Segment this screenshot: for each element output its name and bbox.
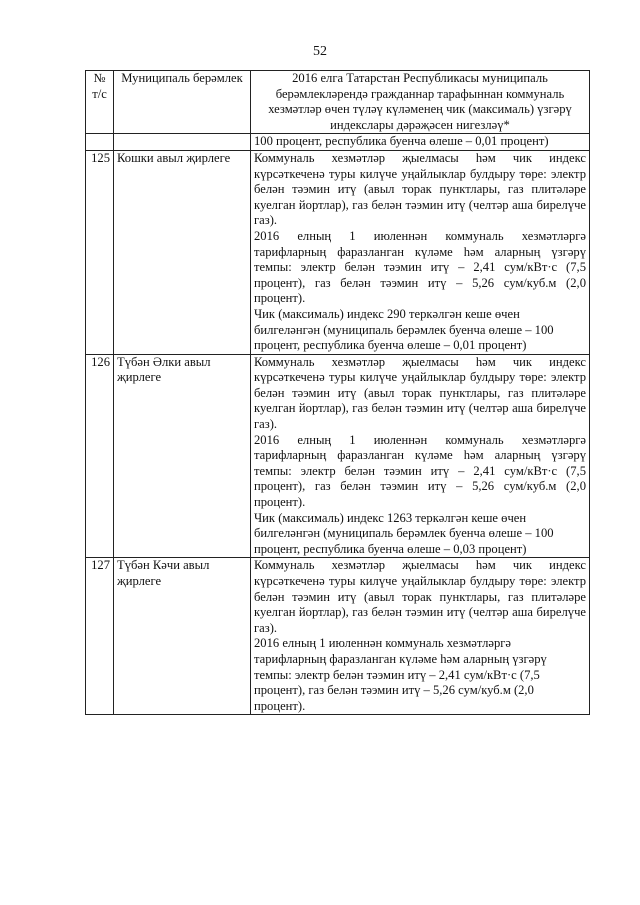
row-paragraph-index: Чик (максималь) индекс 290 теркәлгән кеше өчен билгеләнгән (муниципаль берәмлек буенча өлеше – 100 процент, республика буенча өлеше – 0,01 процент)	[254, 306, 554, 353]
header-number: № т/с	[86, 71, 114, 134]
row-paragraph-tariffs: 2016 елның 1 июленнән коммуналь хезмәтләргә тарифларның фаразланган күләме һәм аларның үзгәрү темпы: электр белән тәэмин итү – 2,41 сум/кВт·с (7,5 процент), газ белән тәэмин итү – 5,26 сум/куб.м (2,0 процент).	[254, 636, 547, 713]
row-municipality: Түбән Әлки авыл җирлеге	[114, 354, 251, 558]
row-number: 127	[86, 558, 114, 715]
row-paragraph-index: Чик (максималь) индекс 1263 теркәлгән кеше өчен билгеләнгән (муниципаль берәмлек буенча өлеше – 100 процент, республика буенча өлеше – 0,03 процент)	[254, 510, 554, 556]
row-description	[251, 558, 590, 715]
table-row-continuation	[86, 134, 590, 151]
row-number: 125	[86, 150, 114, 354]
continuation-text-cell	[251, 134, 590, 151]
table-header-row	[86, 71, 590, 134]
table-row	[86, 150, 590, 354]
row-paragraph-tariffs: 2016 елның 1 июленнән коммуналь хезмәтләргә тарифларның фаразланган күләме һәм аларның үзгәрү темпы: электр белән тәэмин итү – 2,41 сум/кВт·с (7,5 процент), газ белән тәэмин итү – 5,26 сум/куб.м (2,0 процент).	[254, 432, 586, 510]
row-description	[251, 354, 590, 558]
row-paragraph-services: Коммуналь хезмәтләр җыелмасы һәм чик индекс күрсәткеченә туры килүче уңайлыклар булдыру төре: электр белән тәэмин итү (авыл торак пунктлары, газ плитәләре куелган йортлар), газ белән тәэмин итү (челтәр аша бирелүче газ).	[254, 558, 586, 635]
row-number: 126	[86, 354, 114, 558]
continuation-text: 100 процент, республика буенча өлеше – 0,01 процент)	[254, 134, 549, 149]
header-municipality: Муниципаль берәмлек	[114, 71, 251, 134]
row-paragraph-services: Коммуналь хезмәтләр җыелмасы һәм чик индекс күрсәткеченә туры килүче уңайлыклар булдыру төре: электр белән тәэмин итү (авыл торак пунктлары, газ плитәләре куелган йортлар), газ белән тәэмин итү (челтәр аша бирелүче газ).	[254, 354, 586, 432]
continuation-number-cell	[86, 134, 114, 151]
table-row	[86, 558, 590, 715]
tariff-index-table	[85, 70, 590, 715]
table-row	[86, 354, 590, 558]
row-municipality: Кошки авыл җирлеге	[114, 150, 251, 354]
row-paragraph-tariffs: 2016 елның 1 июленнән коммуналь хезмәтләргә тарифларның фаразланган күләме һәм аларның үзгәрү темпы: электр белән тәэмин итү – 2,41 сум/кВт·с (7,5 процент), газ белән тәэмин итү – 5,26 сум/куб.м (2,0 процент).	[254, 228, 586, 306]
page-number: 52	[313, 44, 327, 59]
row-paragraph-services: Коммуналь хезмәтләр җыелмасы һәм чик индекс күрсәткеченә туры килүче уңайлыклар булдыру төре: электр белән тәэмин итү (авыл торак пунктлары, газ плитәләре куелган йортлар), газ белән тәэмин итү (челтәр аша бирелүче газ).	[254, 150, 586, 228]
row-municipality: Түбән Кәчи авыл җирлеге	[114, 558, 251, 715]
header-description: 2016 елга Татарстан Республикасы муниципаль берәмлекләрендә гражданнар тарафыннан коммуналь хезмәтләр өчен түләү күләменең чик (максималь) үзгәрү индекслары дәрәҗәсен нигезләү*	[251, 71, 590, 134]
row-description	[251, 150, 590, 354]
continuation-name-cell	[114, 134, 251, 151]
